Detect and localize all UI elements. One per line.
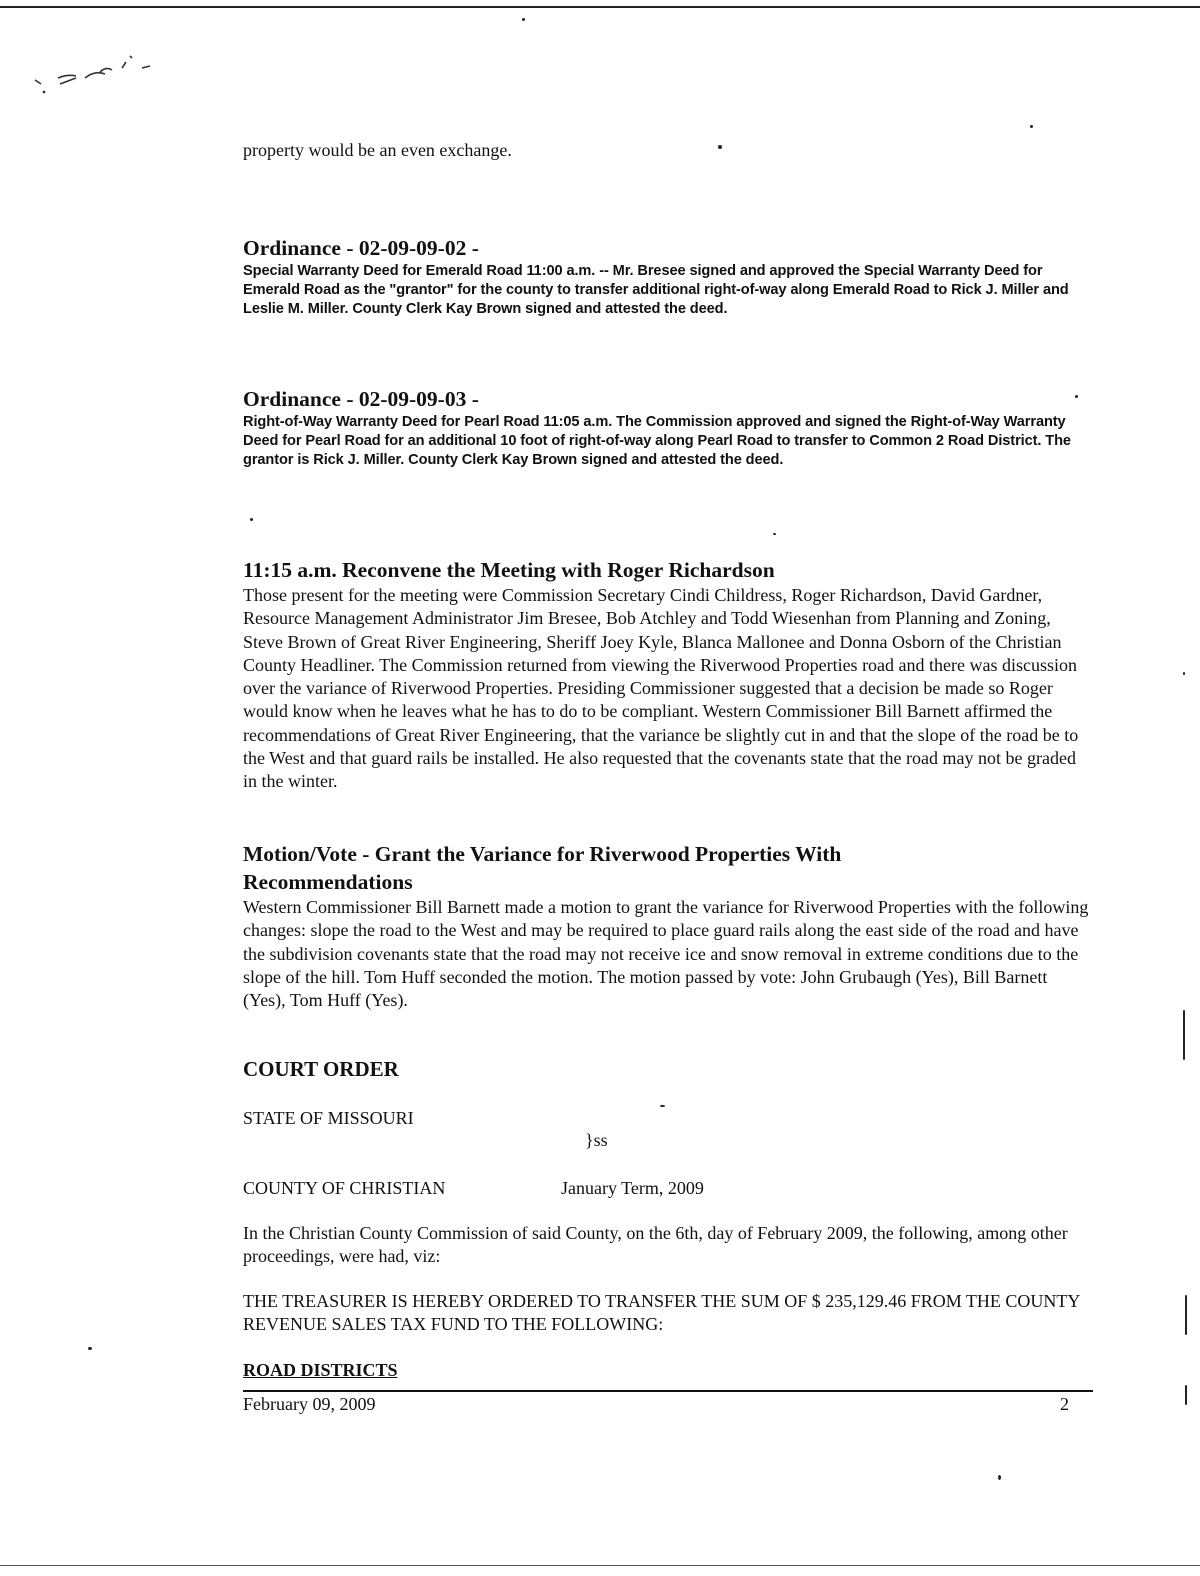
- court-order-intro: In the Christian County Commission of said County, on the 6th, day of February 2009, the following, among other proceedings, were had, viz:: [243, 1223, 1068, 1267]
- reconvene-section: [243, 556, 1093, 794]
- court-order-title: COURT ORDER: [243, 1057, 399, 1081]
- scan-edge-mark: [1183, 1010, 1185, 1060]
- scan-border-bottom: [0, 1565, 1200, 1566]
- ordinance-1-body: Special Warranty Deed for Emerald Road 11:00 a.m. -- Mr. Bresee signed and approved the Special Warranty Deed for Emerald Road as the "grantor" for the county to transfer additional right-of-way along Emerald Road to Rick J. Miller and Leslie M. Miller. County Clerk Kay Brown signed and attested the deed.: [243, 263, 1069, 318]
- ordinance-section-1: [243, 234, 1093, 320]
- scan-speck: [998, 1475, 1001, 1480]
- reconvene-body: Those present for the meeting were Commission Secretary Cindi Childress, Roger Richardson, David Gardner, Resource Management Administrator Jim Bresee, Bob Atchley and Todd Wiesenhan from Planning and Zoning, Steve Brown of Great River Engineering, Sheriff Joey Kyle, Blanca Mallonee and Donna Osborn of the Christian County Headliner. The Commission returned from viewing the Riverwood Properties road and there was discussion over the variance of Riverwood Properties. Presiding Commissioner suggested that a decision be made so Roger would know when he leaves what he has to do to be compliant. Western Commissioner Bill Barnett affirmed the recommendations of Great River Engineering, that the variance be slightly cut in and that the slope of the road be to the West and that guard rails be installed. He also requested that the covenants state that the road may not be graded in the winter.: [243, 585, 1079, 792]
- scan-speck: [773, 533, 776, 535]
- court-order-section: [243, 1057, 1093, 1082]
- term-line: January Term, 2009: [561, 1178, 704, 1198]
- scan-edge-mark: [1185, 1295, 1187, 1335]
- ordinance-section-2: [243, 385, 1093, 471]
- county-line: COUNTY OF CHRISTIAN: [243, 1178, 446, 1198]
- handwritten-mark: [30, 48, 170, 98]
- footer-rule: [243, 1390, 1093, 1392]
- continuation-text-block: [243, 139, 1093, 162]
- state-line: STATE OF MISSOURI: [243, 1108, 414, 1128]
- scan-edge-mark: [1185, 1385, 1187, 1405]
- footer-date: February 09, 2009: [243, 1394, 376, 1414]
- scan-speck: [1030, 125, 1033, 128]
- reconvene-title: 11:15 a.m. Reconvene the Meeting with Roger Richardson: [243, 558, 775, 582]
- road-districts-block: [243, 1360, 1093, 1381]
- scan-border-top: [0, 6, 1200, 8]
- motion-body: Western Commissioner Bill Barnett made a motion to grant the variance for Riverwood Properties with the following changes: slope the road to the West and may be required to place guard rails along the east side of the road and have the subdivision covenants state that the road may not receive ice and snow removal in extreme conditions due to the slope of the hill. Tom Huff seconded the motion. The motion passed by vote: John Grubaugh (Yes), Bill Barnett (Yes), Tom Huff (Yes).: [243, 897, 1089, 1011]
- scan-speck: [1183, 672, 1185, 675]
- scan-speck: [660, 1105, 665, 1107]
- page-number: 2: [1060, 1394, 1069, 1414]
- scan-speck: [250, 518, 253, 521]
- motion-title: Motion/Vote - Grant the Variance for Riverwood Properties With Recommendations: [243, 842, 842, 894]
- ordinance-2-body: Right-of-Way Warranty Deed for Pearl Road 11:05 a.m. The Commission approved and signed the Right-of-Way Warranty Deed for Pearl Road for an additional 10 foot of right-of-way along Pearl Road to transfer to Common 2 Road District. The grantor is Rick J. Miller. County Clerk Kay Brown signed and attested the deed.: [243, 414, 1071, 469]
- treasurer-order: THE TREASURER IS HEREBY ORDERED TO TRANSFER THE SUM OF $ 235,129.46 FROM THE COUNTY REVENUE SALES TAX FUND TO THE FOLLOWING:: [243, 1291, 1080, 1335]
- ordinance-2-title: Ordinance - 02-09-09-03 -: [243, 387, 479, 411]
- road-districts-heading: ROAD DISTRICTS: [243, 1360, 398, 1380]
- court-order-intro-block: [243, 1222, 1093, 1269]
- ss-bracket: }ss: [585, 1130, 608, 1150]
- scan-speck: [88, 1347, 92, 1350]
- treasurer-order-block: [243, 1290, 1093, 1337]
- ordinance-1-title: Ordinance - 02-09-09-02 -: [243, 236, 479, 260]
- motion-section: [243, 840, 1093, 1012]
- continuation-text: property would be an even exchange.: [243, 140, 512, 160]
- scan-speck: [522, 18, 525, 21]
